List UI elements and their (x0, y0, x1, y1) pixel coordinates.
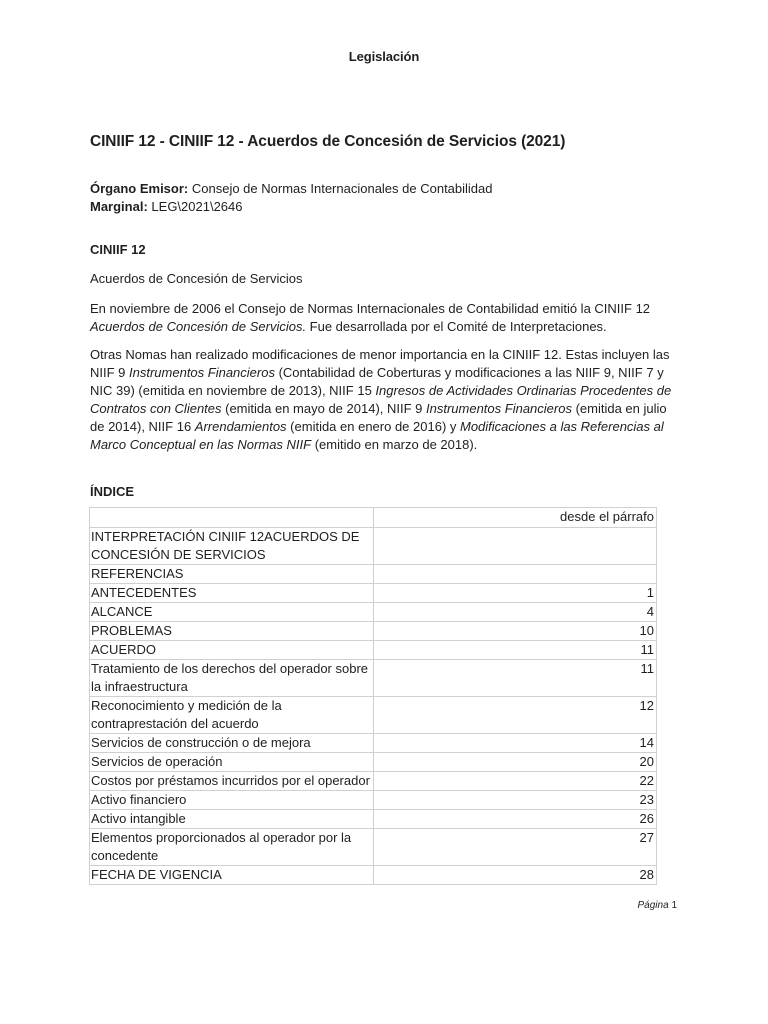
marginal-value: LEG\2021\2646 (151, 199, 243, 214)
index-row (90, 603, 657, 622)
index-entry-paragraph: 10 (374, 622, 657, 641)
document-metadata (90, 180, 493, 216)
section-heading: CINIIF 12 (90, 242, 146, 257)
italic-run: Ingresos de Actividades Ordinarias Procedentes de Contratos con Clientes (90, 383, 672, 416)
text-run: En noviembre de 2006 el Consejo de Normas Internacionales de Contabilidad emitió la CINIIF 12 (90, 301, 651, 316)
text-run: (Contabilidad de Coberturas y modificaciones a las NIIF 9, NIIF 7 y NIC 39) (emitida en noviembre de 2013), NIIF 15 (90, 365, 664, 398)
italic-run: Instrumentos Financieros (426, 401, 572, 416)
index-row (90, 753, 657, 772)
index-entry-label: Tratamiento de los derechos del operador sobre la infraestructura (90, 660, 374, 697)
index-header-cell-empty (90, 508, 374, 528)
text-run: (emitida en enero de 2016) y (286, 419, 460, 434)
index-table (89, 507, 657, 885)
index-row (90, 584, 657, 603)
index-row (90, 810, 657, 829)
index-row (90, 791, 657, 810)
index-entry-label: ANTECEDENTES (90, 584, 374, 603)
text-run: (emitido en marzo de 2018). (311, 437, 478, 452)
index-entry-label: REFERENCIAS (90, 565, 374, 584)
index-entry-label: Elementos proporcionados al operador por la concedente (90, 829, 374, 866)
index-entry-paragraph: 26 (374, 810, 657, 829)
marginal-line (90, 198, 493, 216)
index-entry-paragraph: 22 (374, 772, 657, 791)
text-run: Otras Nomas han realizado modificaciones de menor importancia en la CINIIF 12. Estas incluyen las NIIF 9 (90, 347, 670, 380)
index-row (90, 660, 657, 697)
index-entry-paragraph: 23 (374, 791, 657, 810)
index-row (90, 866, 657, 885)
index-row (90, 622, 657, 641)
index-entry-label: Costos por préstamos incurridos por el operador (90, 772, 374, 791)
document-title: CINIIF 12 - CINIIF 12 - Acuerdos de Concesión de Servicios (2021) (90, 133, 566, 150)
index-entry-label: Reconocimiento y medición de la contraprestación del acuerdo (90, 697, 374, 734)
italic-run: Modificaciones a las Referencias al Marco Conceptual en las Normas NIIF (90, 419, 664, 452)
intro-paragraph-1 (90, 300, 680, 336)
index-column-header: desde el párrafo (374, 508, 657, 528)
organo-label: Órgano Emisor: (90, 181, 189, 196)
index-header-row (90, 508, 657, 528)
index-entry-paragraph (374, 528, 657, 565)
text-run: (emitida en julio de 2014), NIIF 16 (90, 401, 667, 434)
italic-run: Arrendamientos (194, 419, 287, 434)
index-entry-paragraph: 27 (374, 829, 657, 866)
index-entry-label: Servicios de operación (90, 753, 374, 772)
index-entry-paragraph: 1 (374, 584, 657, 603)
text-run: (emitida en mayo de 2014), NIIF 9 (221, 401, 426, 416)
index-entry-label: Activo financiero (90, 791, 374, 810)
index-row (90, 641, 657, 660)
index-row (90, 565, 657, 584)
page-footer (0, 900, 677, 911)
text-run: Fue desarrollada por el Comité de Interpretaciones. (306, 319, 607, 334)
index-row (90, 697, 657, 734)
page-label: Página (637, 900, 669, 911)
index-row (90, 772, 657, 791)
intro-paragraph-2 (90, 346, 680, 454)
subtitle: Acuerdos de Concesión de Servicios (90, 271, 303, 286)
index-entry-label: PROBLEMAS (90, 622, 374, 641)
index-entry-label: INTERPRETACIÓN CINIIF 12ACUERDOS DE CONCESIÓN DE SERVICIOS (90, 528, 374, 565)
page-number: 1 (671, 900, 677, 911)
index-entry-paragraph: 28 (374, 866, 657, 885)
index-entry-paragraph: 11 (374, 641, 657, 660)
index-row (90, 528, 657, 565)
index-entry-paragraph: 12 (374, 697, 657, 734)
index-entry-label: ACUERDO (90, 641, 374, 660)
index-entry-paragraph: 4 (374, 603, 657, 622)
running-header: Legislación (348, 49, 420, 64)
index-entry-paragraph: 11 (374, 660, 657, 697)
index-entry-label: Servicios de construcción o de mejora (90, 734, 374, 753)
index-entry-label: ALCANCE (90, 603, 374, 622)
organo-value: Consejo de Normas Internacionales de Contabilidad (191, 181, 493, 196)
index-row (90, 734, 657, 753)
index-entry-label: Activo intangible (90, 810, 374, 829)
organo-emisor-line (90, 180, 493, 198)
index-entry-paragraph: 20 (374, 753, 657, 772)
italic-run: Instrumentos Financieros (129, 365, 275, 380)
italic-run: Acuerdos de Concesión de Servicios. (90, 319, 307, 334)
index-entry-label: FECHA DE VIGENCIA (90, 866, 374, 885)
index-entry-paragraph (374, 565, 657, 584)
index-entry-paragraph: 14 (374, 734, 657, 753)
index-row (90, 829, 657, 866)
index-heading: ÍNDICE (90, 484, 135, 499)
marginal-label: Marginal: (90, 199, 148, 214)
